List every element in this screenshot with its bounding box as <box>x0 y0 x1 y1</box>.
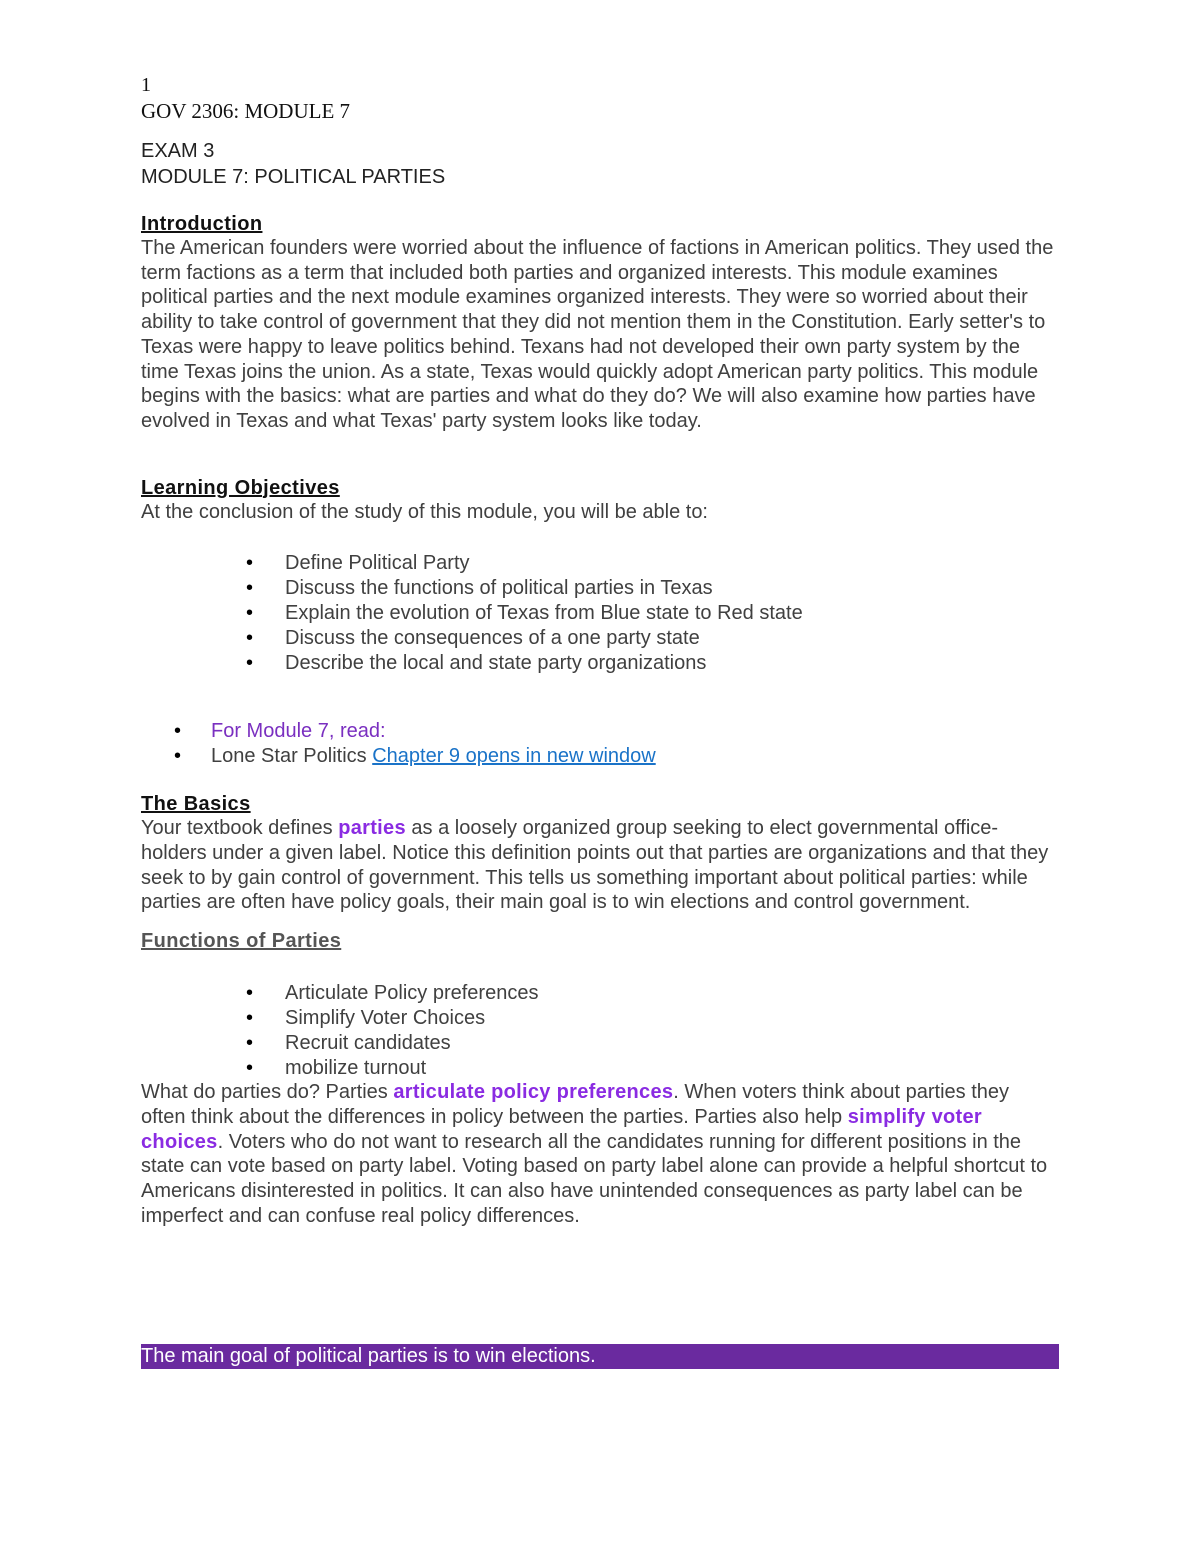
reading-list <box>141 719 1059 768</box>
reading-item <box>141 744 1059 769</box>
module-title: MODULE 7: POLITICAL PARTIES <box>141 165 446 188</box>
page-number: 1 <box>141 74 151 96</box>
course-title: GOV 2306: MODULE 7 <box>141 99 351 123</box>
functions-text-3: . Voters who do not want to research all the candidates running for different positions in the state can vote based on party label. Voting based on party label alone can provide a helpful shortcut to Americans disinterested in politics. It can also have unintended consequences as party label can be imperfect and can confuse real policy differences. <box>141 1130 1048 1227</box>
list-item: • Discuss the consequences of a one party state <box>141 626 1059 651</box>
chapter-link[interactable]: Chapter 9 opens in new window <box>372 744 656 767</box>
document-page <box>141 72 1059 1229</box>
basics-heading: The Basics <box>141 793 251 816</box>
list-item: • mobilize turnout <box>141 1056 1059 1081</box>
functions-list <box>141 981 1059 1080</box>
reading-instruction: • For Module 7, read: <box>141 719 1059 744</box>
objectives-heading: Learning Objectives <box>141 476 340 499</box>
list-item: • Articulate Policy preferences <box>141 981 1059 1006</box>
objectives-list <box>141 551 1059 675</box>
list-item: • Define Political Party <box>141 551 1059 576</box>
list-item: • Discuss the functions of political parties in Texas <box>141 576 1059 601</box>
functions-paragraph <box>141 1080 1059 1228</box>
functions-heading: Functions of Parties <box>141 930 342 953</box>
intro-heading: Introduction <box>141 213 263 235</box>
functions-text-2: . When voters think about parties they often think about the differences in policy between the parties. Parties also help <box>141 1081 1010 1129</box>
main-goal-banner: The main goal of political parties is to win elections. <box>141 1344 1059 1369</box>
textbook-title: Lone Star Politics <box>211 744 373 767</box>
keyword-parties: parties <box>338 817 406 840</box>
basics-text-before: Your textbook defines <box>141 817 339 840</box>
objectives-lead: At the conclusion of the study of this module, you will be able to: <box>141 500 708 523</box>
list-item: • Simplify Voter Choices <box>141 1006 1059 1031</box>
list-item: • Recruit candidates <box>141 1031 1059 1056</box>
keyword-articulate: articulate policy preferences <box>393 1081 674 1104</box>
list-item: • Explain the evolution of Texas from Blue state to Red state <box>141 601 1059 626</box>
basics-paragraph <box>141 816 1059 915</box>
keyword-simplify: simplify voter choices <box>141 1106 982 1153</box>
intro-paragraph: The American founders were worried about the influence of factions in American politics. They used the term factions as a term that included both parties and organized interests. This module examines political parties and the next module examines organized interests. They were so worried about their ability to take control of government that they did not mention them in the Constitution. Early setter's to Texas were happy to leave politics behind. Texans had not developed their own party system by the time Texas joins the union. As a state, Texas would quickly adopt American party politics. This module begins with the basics: what are parties and what do they do? We will also examine how parties have evolved in Texas and what Texas' party system looks like today. <box>141 237 1054 432</box>
list-item: • Describe the local and state party organizations <box>141 651 1059 676</box>
functions-text-1: What do parties do? Parties <box>141 1081 394 1104</box>
basics-text-after: as a loosely organized group seeking to elect governmental office-holders under a given label. Notice this definition points out that parties are organizations and that they seek to by gain control of government. This tells us something important about political parties: while parties are often have policy goals, their main goal is to win elections and control government. <box>141 817 1049 914</box>
exam-label: EXAM 3 <box>141 140 215 162</box>
